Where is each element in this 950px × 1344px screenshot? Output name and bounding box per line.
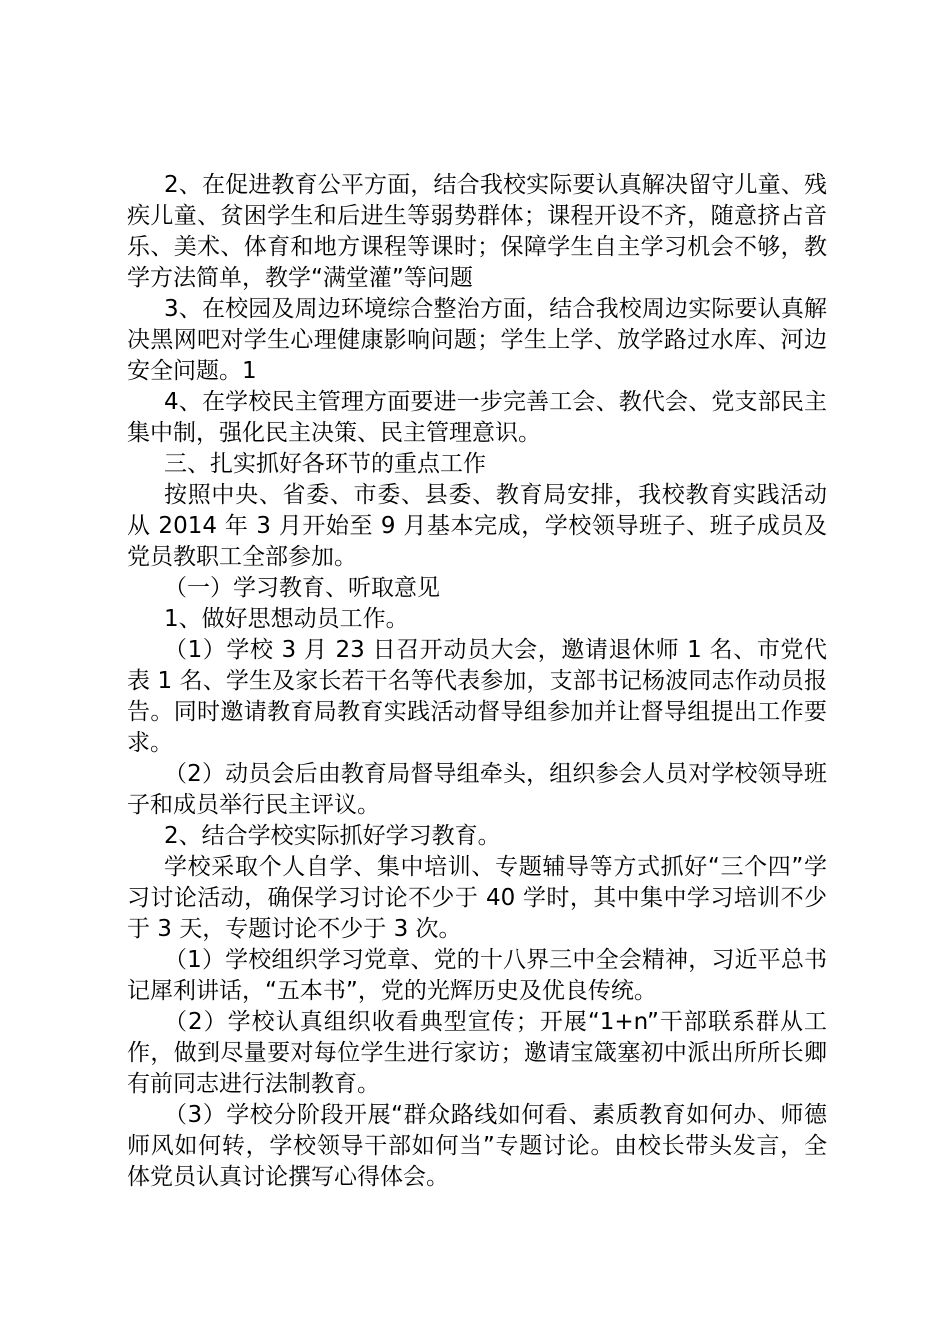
item-democratic-evaluation: （2）动员会后由教育局督导组牵头，组织参会人员对学校领导班子和成员举行民主评议。 [127, 761, 827, 818]
subheading-study-education: （一）学习教育、听取意见 [164, 575, 440, 601]
item-typical-publicity: （2）学校认真组织收看典型宣传；开展“1+n”干部联系群从工作，做到尽量要对每位学生进行家访；邀请宝箴塞初中派出所所长卿有前同志进行法制教育。 [127, 1009, 827, 1097]
item-mobilization: 1、做好思想动员工作。 [164, 606, 409, 632]
item-party-constitution-study: （1）学校组织学习党章、党的十八界三中全会精神，习近平总书记犀利讲话，“五本书”，党的光辉历史及优良传统。 [127, 947, 827, 1004]
paragraph-campus-environment: 3、在校园及周边环境综合整治方面，结合我校周边实际要认真解决黑网吧对学生心理健康影响问题；学生上学、放学路过水库、河边安全问题。1 [127, 296, 827, 384]
item-study-education: 2、结合学校实际抓好学习教育。 [164, 823, 501, 849]
section-heading-key-work: 三、扎实抓好各环节的重点工作 [164, 451, 486, 477]
paragraph-study-methods: 学校采取个人自学、集中培训、专题辅导等方式抓好“三个四”学习讨论活动，确保学习讨论不少于 40 学时，其中集中学习培训不少于 3 天，专题讨论不少于 3 次。 [127, 854, 827, 942]
paragraph-fairness: 2、在促进教育公平方面，结合我校实际要认真解决留守儿童、残疾儿童、贫困学生和后进生等弱势群体；课程开设不齐，随意挤占音乐、美术、体育和地方课程等课时；保障学生自主学习机会不够，教学方法简单，教学“满堂灌”等问题 [127, 172, 827, 291]
item-topic-discussion: （3）学校分阶段开展“群众路线如何看、素质教育如何办、师德师风如何转，学校领导干部如何当”专题讨论。由校长带头发言，全体党员认真讨论撰写心得体会。 [127, 1102, 827, 1190]
item-mobilization-meeting: （1）学校 3 月 23 日召开动员大会，邀请退休师 1 名、市党代表 1 名、学生及家长若干名等代表参加，支部书记杨波同志作动员报告。同时邀请教育局教育实践活动督导组参加并让督导组提出工作要求。 [127, 637, 827, 756]
document-body [127, 170, 827, 1193]
paragraph-democratic-management: 4、在学校民主管理方面要进一步完善工会、教代会、党支部民主集中制，强化民主决策、民主管理意识。 [127, 389, 827, 446]
paragraph-schedule: 按照中央、省委、市委、县委、教育局安排，我校教育实践活动从 2014 年 3 月开始至 9 月基本完成，学校领导班子、班子成员及党员教职工全部参加。 [127, 482, 827, 570]
